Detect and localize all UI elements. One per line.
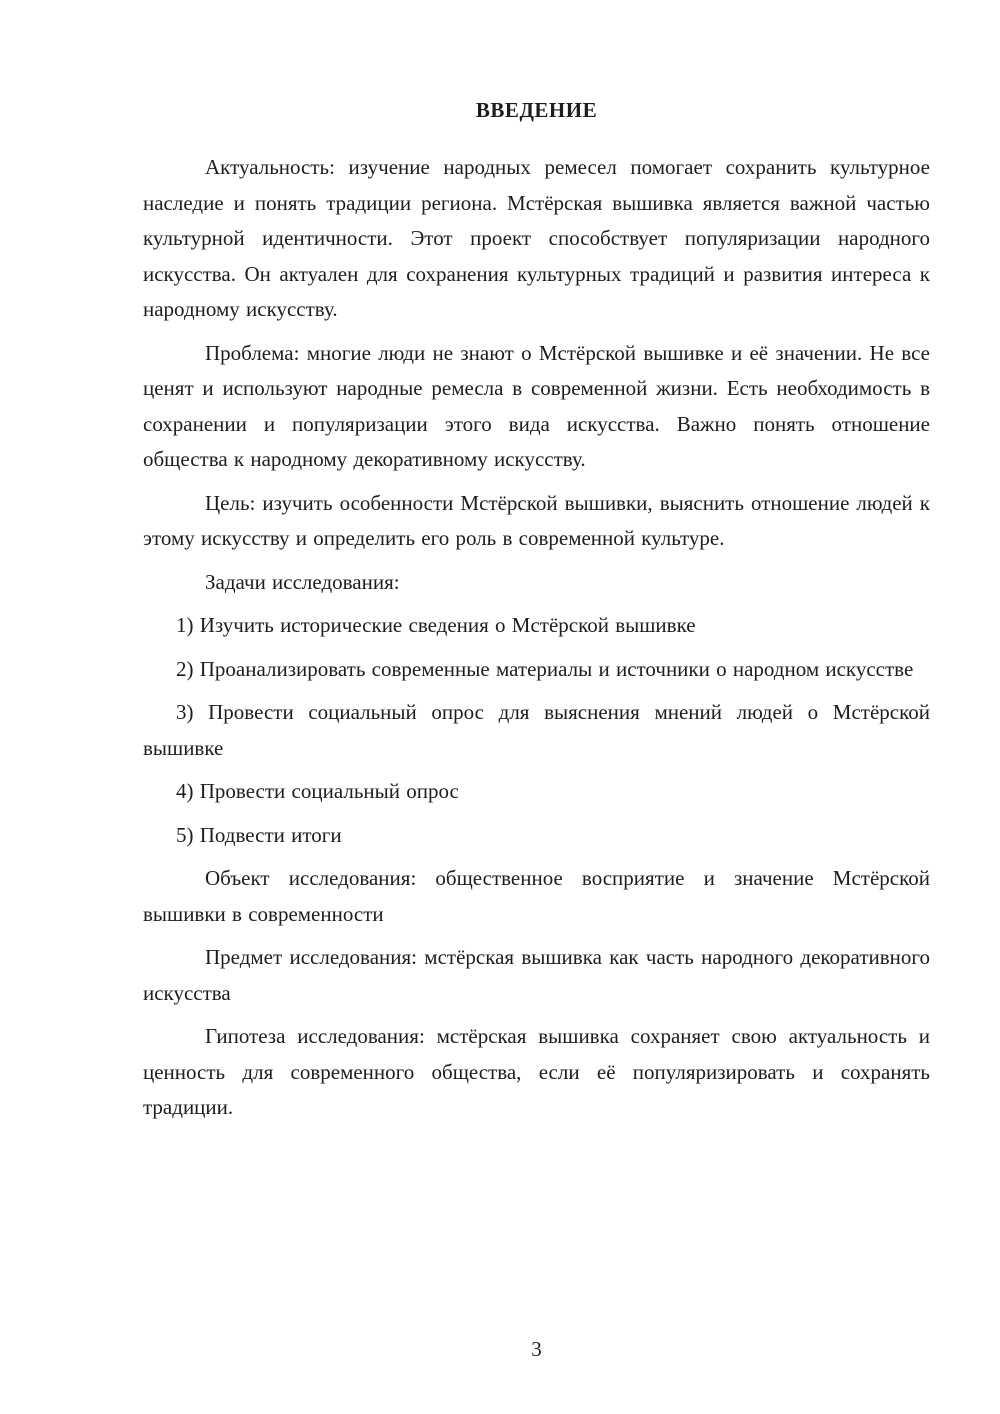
paragraph: Задачи исследования:: [205, 569, 400, 594]
paragraph: Гипотеза исследования: мстёрская вышивка сохраняет свою актуальность и ценность для современного общества, если её популяризировать и сохранять традиции.: [143, 1024, 930, 1119]
paragraph: Цель: изучить особенности Мстёрской вышивки, выяснить отношение людей к этому искусству и определить его роль в современной культуре.: [143, 490, 930, 550]
list-item: 1) Изучить исторические сведения о Мстёрской вышивке: [176, 613, 696, 637]
list-item: 5) Подвести итоги: [176, 822, 342, 847]
list-item: 2) Проанализировать современные материалы и источники о народном искусстве: [176, 656, 914, 681]
list-item: 3) Провести социальный опрос для выяснения мнений людей о Мстёрской вышивке: [143, 700, 930, 760]
paragraph: Проблема: многие люди не знают о Мстёрской вышивке и её значении. Не все ценят и используют народные ремесла в современной жизни. Есть необходимость в сохранении и популяризации этого вида искусства. Важно понять отношение общества к народному декоративному искусству.: [143, 340, 930, 471]
page-title: ВВЕДЕНИЕ: [475, 98, 598, 122]
document-body: [143, 150, 930, 1126]
page-number: 3: [531, 1337, 542, 1361]
list-item: 4) Провести социальный опрос: [176, 779, 459, 803]
paragraph: Объект исследования: общественное восприятие и значение Мстёрской вышивки в современности: [143, 866, 930, 926]
paragraph: Предмет исследования: мстёрская вышивка как часть народного декоративного искусства: [143, 945, 930, 1005]
paragraph: Актуальность: изучение народных ремесел помогает сохранить культурное наследие и понять традиции региона. Мстёрская вышивка является важной частью культурной идентичности. Этот проект способствует популяризации народного искусства. Он актуален для сохранения культурных традиций и развития интереса к народному искусству.: [143, 155, 930, 321]
